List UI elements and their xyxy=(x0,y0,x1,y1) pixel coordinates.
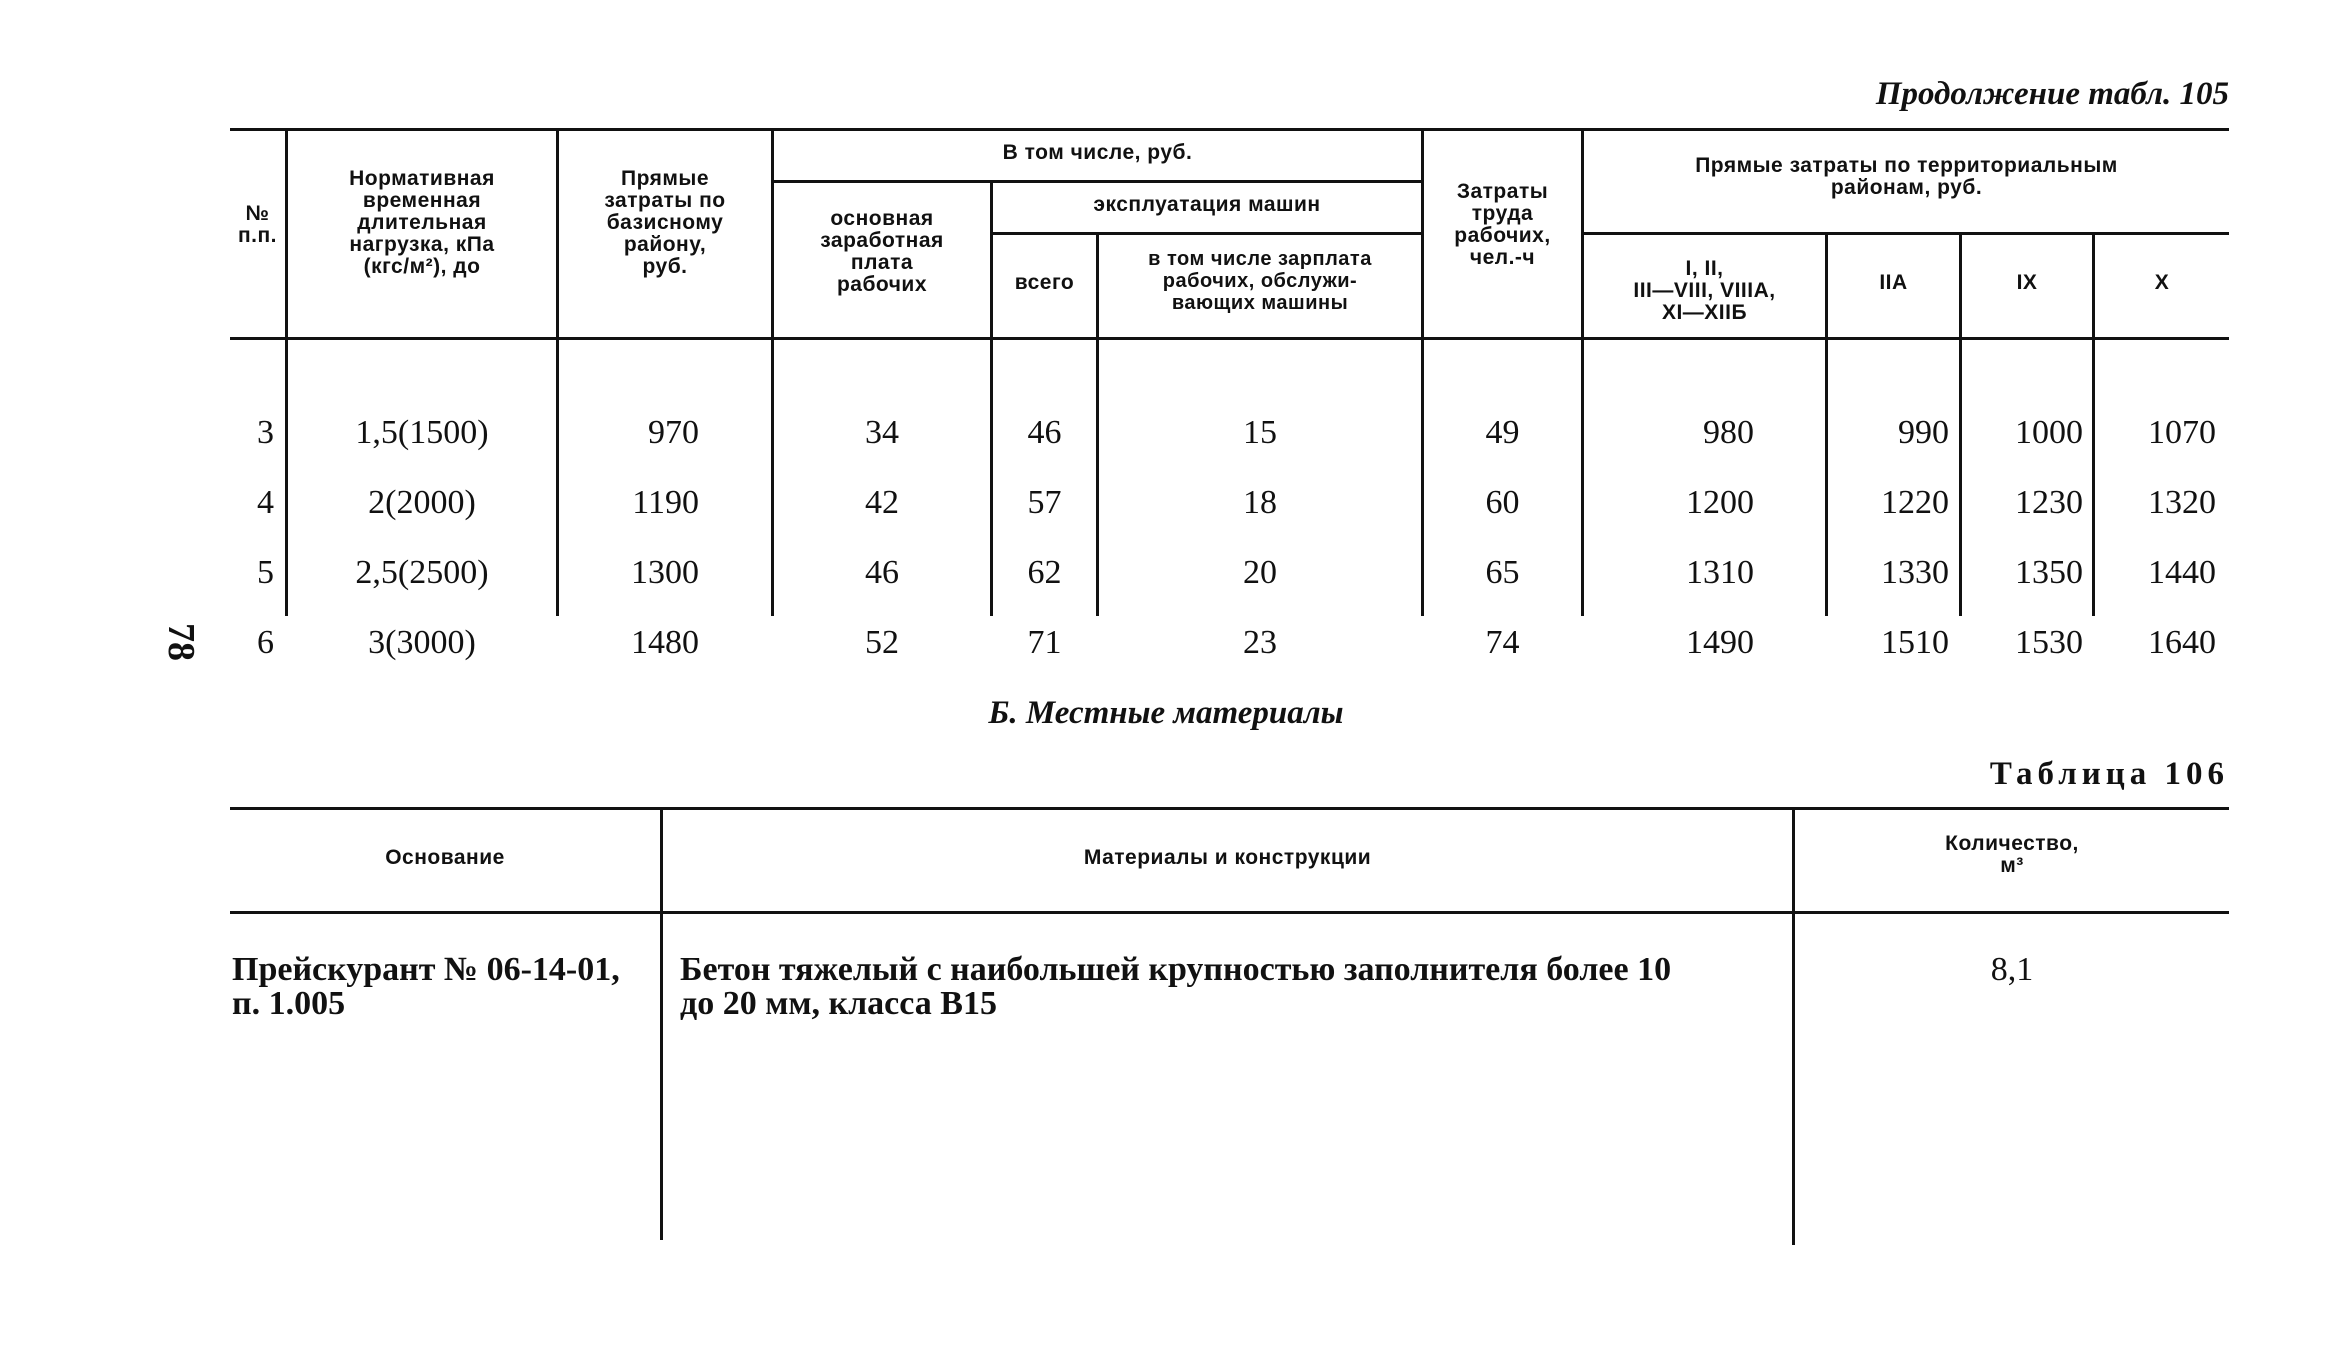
table-105 xyxy=(230,128,2229,661)
col-divider xyxy=(660,807,663,1240)
cell: 15 xyxy=(1243,414,1277,451)
cell: 1300 xyxy=(631,554,699,591)
cell: 1190 xyxy=(632,484,699,521)
cell: 4 xyxy=(257,484,274,521)
cell: 990 xyxy=(1898,414,1949,451)
header-labor: Затраты труда рабочих, чел.-ч xyxy=(1454,180,1551,269)
cell: 3 xyxy=(257,414,274,451)
header-basic-wage: основная заработная плата рабочих xyxy=(820,207,944,296)
table-top-rule xyxy=(230,128,2229,131)
cell: 23 xyxy=(1243,624,1277,661)
cell-basis: Прейскурант № 06-14-01, п. 1.005 xyxy=(232,951,620,1022)
cell: 18 xyxy=(1243,484,1277,521)
col-direct-base xyxy=(559,380,699,695)
cell: 2,5(2500) xyxy=(355,554,489,591)
cell: 1310 xyxy=(1686,554,1754,591)
cell: 1070 xyxy=(2148,414,2216,451)
cell: 970 xyxy=(648,414,699,451)
cell: 1480 xyxy=(631,624,699,661)
table-106 xyxy=(230,807,2229,1247)
cell: 1000 xyxy=(2015,414,2083,451)
header-direct-base: Прямые затраты по базисному району, руб. xyxy=(604,167,726,278)
col-basic-wage xyxy=(774,380,990,695)
cell: 65 xyxy=(1485,554,1520,591)
machine-subrule xyxy=(990,232,1421,235)
header-region-1: I, II, III—VIII, VIIIA, XI—XIIБ xyxy=(1633,257,1776,324)
cell: 980 xyxy=(1703,414,1754,451)
col-region-3 xyxy=(1962,380,2083,695)
header-machine-group: эксплуатация машин xyxy=(1093,193,1321,216)
col-region-4 xyxy=(2095,380,2216,695)
header-materials: Материалы и конструкции xyxy=(1083,846,1372,869)
header-quantity: Количество, м³ xyxy=(1945,832,2079,877)
header-bottom-rule xyxy=(230,337,2229,340)
section-title: Б. Местные материалы xyxy=(988,695,1344,731)
cell-quantity: 8,1 xyxy=(1990,951,2034,988)
col-machine-total xyxy=(993,380,1096,695)
header-territorial-group: Прямые затраты по территориальным районам, руб. xyxy=(1695,154,2118,199)
cell: 1350 xyxy=(2015,554,2083,591)
cell: 1640 xyxy=(2148,624,2216,661)
col-load xyxy=(288,380,556,695)
cell: 49 xyxy=(1485,414,1520,451)
cell: 1320 xyxy=(2148,484,2216,521)
cell: 6 xyxy=(257,624,274,661)
cell: 74 xyxy=(1485,624,1520,661)
cell: 3(3000) xyxy=(368,624,476,661)
header-machine-wage: в том числе зарплата рабочих, обслужи- вающих машины xyxy=(1148,248,1372,314)
header-num: № п.п. xyxy=(237,202,278,247)
page-number: 78 xyxy=(160,623,202,661)
cell: 42 xyxy=(865,484,899,521)
header-region-2: IIА xyxy=(1879,271,1908,294)
cell: 62 xyxy=(1027,554,1062,591)
header-load: Нормативная временная длительная нагрузка, кПа (кгс/м²), до xyxy=(349,167,495,278)
territorial-subrule xyxy=(1581,232,2229,235)
cell: 2(2000) xyxy=(368,484,476,521)
cell: 1330 xyxy=(1881,554,1949,591)
cell: 34 xyxy=(865,414,899,451)
cell: 1490 xyxy=(1686,624,1754,661)
col-machine-wage xyxy=(1099,380,1421,695)
cell: 5 xyxy=(257,554,274,591)
header-region-4: X xyxy=(2154,271,2170,294)
continuation-caption: Продолжение табл. 105 xyxy=(1875,76,2229,112)
cell: 52 xyxy=(865,624,899,661)
cell: 1510 xyxy=(1881,624,1949,661)
cell: 1530 xyxy=(2015,624,2083,661)
header-bottom-rule xyxy=(230,911,2229,914)
incl-subrule xyxy=(771,180,1421,183)
table-top-rule xyxy=(230,807,2229,810)
cell: 1220 xyxy=(1881,484,1949,521)
cell: 1200 xyxy=(1686,484,1754,521)
cell: 60 xyxy=(1485,484,1520,521)
col-num xyxy=(230,380,274,695)
col-labor xyxy=(1424,380,1581,695)
cell: 46 xyxy=(865,554,899,591)
cell: 1,5(1500) xyxy=(355,414,489,451)
header-basis: Основание xyxy=(385,846,505,869)
cell-materials: Бетон тяжелый с наибольшей крупностью заполнителя более 10 до 20 мм, класса В15 xyxy=(680,951,1672,1022)
cell: 46 xyxy=(1027,414,1062,451)
cell: 20 xyxy=(1243,554,1277,591)
header-region-3: IX xyxy=(2016,271,2038,294)
cell: 71 xyxy=(1027,624,1062,661)
cell: 57 xyxy=(1027,484,1062,521)
table-caption: Таблица 106 xyxy=(1989,756,2229,792)
cell: 1230 xyxy=(2015,484,2083,521)
col-region-2 xyxy=(1828,380,1949,695)
cell: 1440 xyxy=(2148,554,2216,591)
col-region-1 xyxy=(1584,380,1754,695)
header-machine-total: всего xyxy=(1014,271,1075,294)
header-incl-group: В том числе, руб. xyxy=(1002,141,1193,164)
